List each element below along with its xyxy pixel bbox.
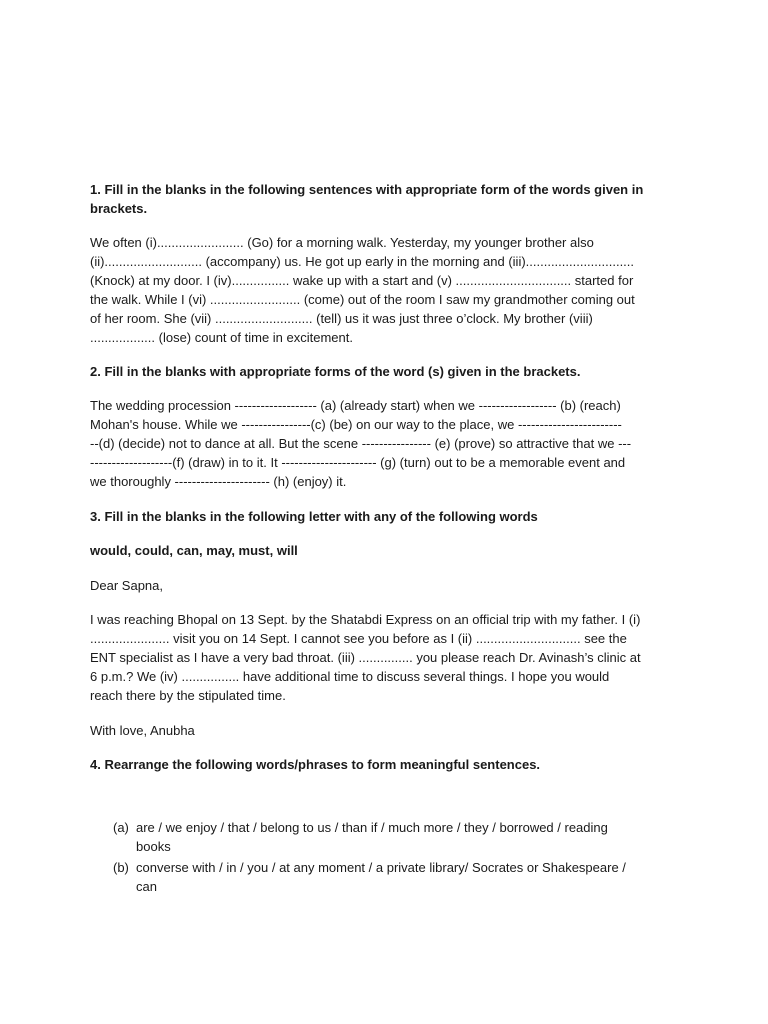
- q1-body-line: .................. (lose) count of time in excitement.: [90, 330, 353, 345]
- letter-body-line: 6 p.m.? We (iv) ................ have additional time to discuss several things. I hope you would: [90, 669, 610, 684]
- q2-body-line: The wedding procession ------------------- (a) (already start) when we ------------------ (b) (reach): [90, 398, 621, 413]
- letter-body-line: reach there by the stipulated time.: [90, 688, 286, 703]
- list-item-line: are / we enjoy / that / belong to us / than if / much more / they / borrowed / reading: [136, 820, 608, 835]
- letter-body-line: ...................... visit you on 14 Sept. I cannot see you before as I (ii) ............................. see the: [90, 631, 627, 646]
- letter-body-line: I was reaching Bhopal on 13 Sept. by the Shatabdi Express on an official trip with my father. I (i): [90, 612, 641, 627]
- list-item-label: (a): [113, 820, 129, 835]
- q2-body-line: -------------------(f) (draw) in to it. It ---------------------- (g) (turn) out to be a memorable event and: [90, 455, 626, 470]
- q1-body-line: of her room. She (vii) ........................... (tell) us it was just three o’clock. My brother (viii): [90, 311, 593, 326]
- q2-body-line: --(d) (decide) not to dance at all. But the scene ---------------- (e) (prove) so attractive that we ---: [90, 436, 632, 451]
- q1-heading-line-1: 1. Fill in the blanks in the following sentences with appropriate form of the words given in: [90, 182, 644, 197]
- q4-heading: 4. Rearrange the following words/phrases to form meaningful sentences.: [90, 757, 541, 772]
- q2-body-line: we thoroughly ---------------------- (h) (enjoy) it.: [90, 474, 347, 489]
- q1-body-line: (Knock) at my door. I (iv)................ wake up with a start and (v) ................................ started for: [90, 273, 634, 288]
- list-item-line: can: [136, 879, 157, 894]
- letter-salutation: Dear Sapna,: [90, 578, 163, 593]
- q1-body-line: the walk. While I (vi) ......................... (come) out of the room I saw my grandmother coming out: [90, 292, 635, 307]
- q2-heading: 2. Fill in the blanks with appropriate forms of the word (s) given in the brackets.: [90, 364, 581, 379]
- q1-body-line: (ii)........................... (accompany) us. He got up early in the morning and (iii)..............................: [90, 254, 635, 269]
- q3-word-list: would, could, can, may, must, will: [90, 543, 298, 558]
- letter-closing: With love, Anubha: [90, 723, 195, 738]
- list-item-label: (b): [113, 860, 129, 875]
- q1-body-line: We often (i)........................ (Go) for a morning walk. Yesterday, my younger brother also: [90, 235, 594, 250]
- q1-heading-line-2: brackets.: [90, 201, 148, 216]
- list-item-line: converse with / in / you / at any moment / a private library/ Socrates or Shakespeare /: [136, 860, 626, 875]
- q3-heading: 3. Fill in the blanks in the following letter with any of the following words: [90, 509, 538, 524]
- list-item-line: books: [136, 839, 171, 854]
- q2-body-line: Mohan's house. While we ----------------(c) (be) on our way to the place, we ------------------------: [90, 417, 622, 432]
- letter-body-line: ENT specialist as I have a very bad throat. (iii) ............... you please reach Dr. Avinash’s clinic at: [90, 650, 641, 665]
